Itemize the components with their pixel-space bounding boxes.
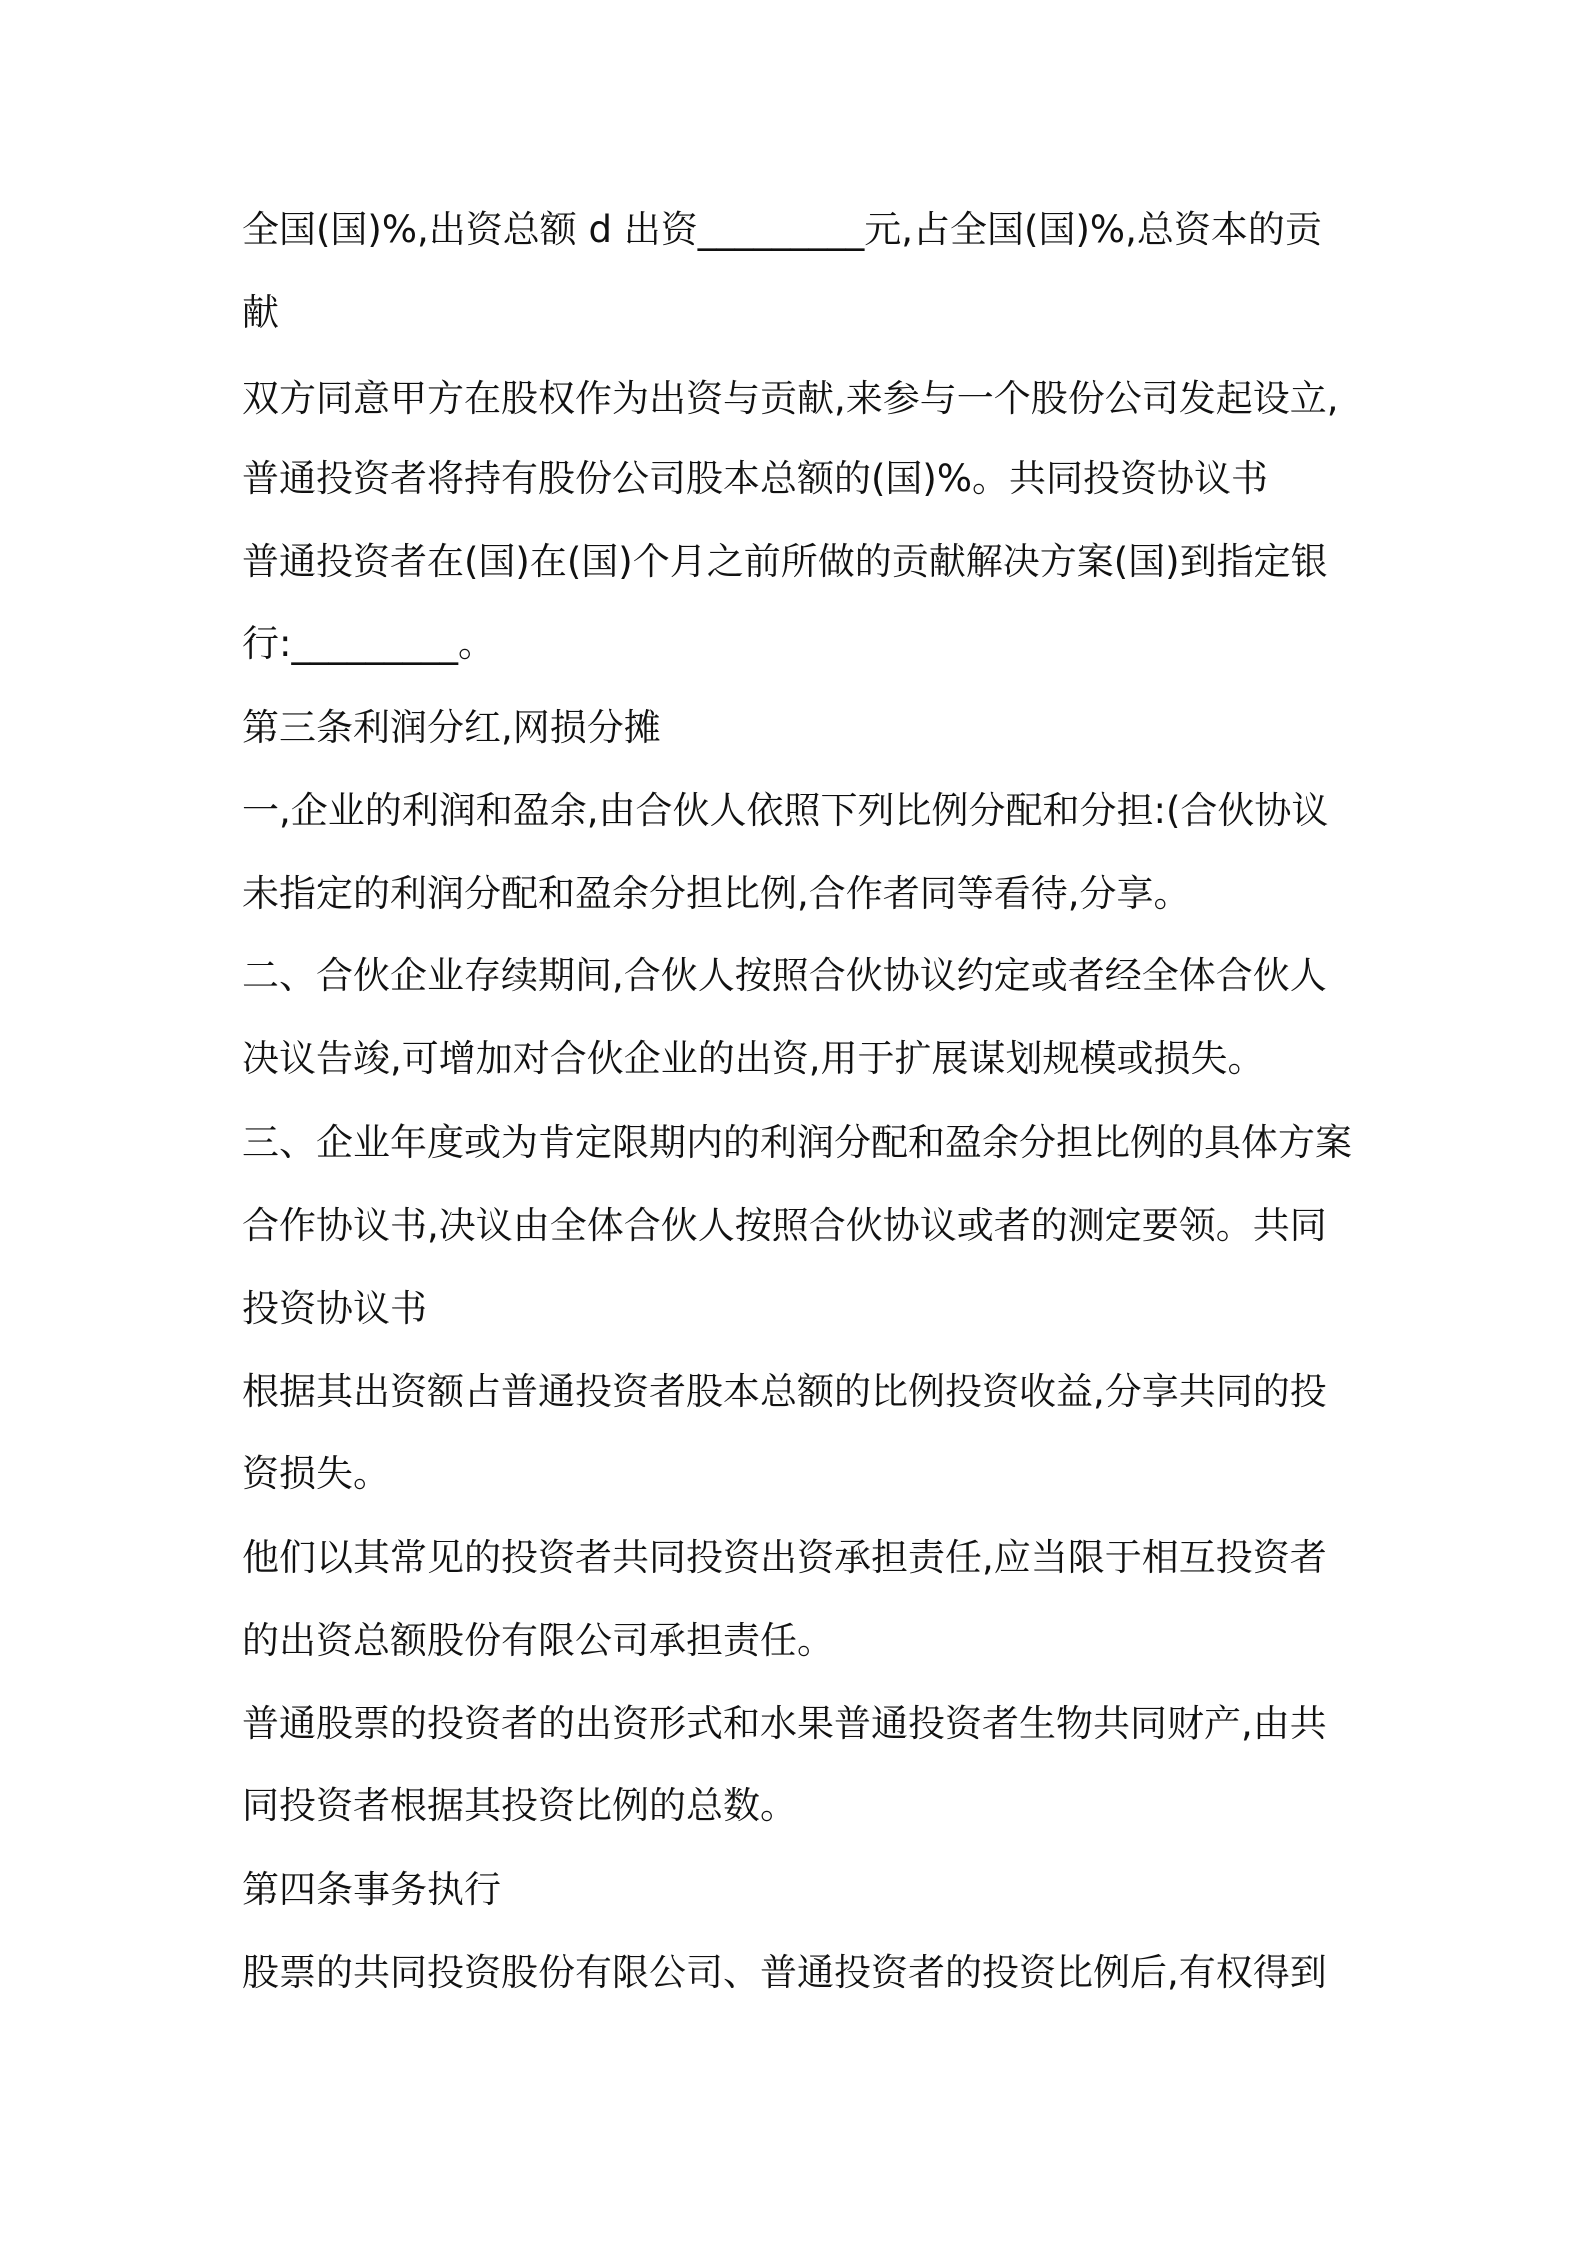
text-line: 全国(国)%,出资总额 d 出资_________元,占全国(国)%,总资本的贡 <box>242 208 1322 251</box>
section-heading: 第四条事务执行 <box>242 1868 501 1911</box>
text-line: 双方同意甲方在股权作为出资与贡献,来参与一个股份公司发起设立, <box>242 377 1339 420</box>
text-line: 行:_________。 <box>242 622 495 665</box>
text-line: 股票的共同投资股份有限公司、普通投资者的投资比例后,有权得到 <box>242 1951 1327 1994</box>
text-line: 的出资总额股份有限公司承担责任。 <box>242 1619 834 1662</box>
text-line: 普通投资者在(国)在(国)个月之前所做的贡献解决方案(国)到指定银 <box>242 540 1328 583</box>
text-line: 未指定的利润分配和盈余分担比例,合作者同等看待,分享。 <box>242 872 1191 915</box>
text-line: 他们以其常见的投资者共同投资出资承担责任,应当限于相互投资者 <box>242 1536 1327 1579</box>
text-line: 根据其出资额占普通投资者股本总额的比例投资收益,分享共同的投 <box>242 1370 1327 1413</box>
text-line: 二、合伙企业存续期间,合伙人按照合伙协议约定或者经全体合伙人 <box>242 954 1327 997</box>
text-line: 三、企业年度或为肯定限期内的利润分配和盈余分担比例的具体方案 <box>242 1121 1352 1164</box>
text-line: 一,企业的利润和盈余,由合伙人依照下列比例分配和分担:(合伙协议 <box>242 789 1329 832</box>
text-line: 合作协议书,决议由全体合伙人按照合伙协议或者的测定要领。共同 <box>242 1204 1327 1247</box>
section-heading: 第三条利润分红,网损分摊 <box>242 706 661 749</box>
text-line: 决议告竣,可增加对合伙企业的出资,用于扩展谋划规模或损失。 <box>242 1037 1265 1080</box>
text-line: 普通股票的投资者的出资形式和水果普通投资者生物共同财产,由共 <box>242 1702 1327 1745</box>
text-line: 投资协议书 <box>242 1287 427 1330</box>
text-line: 资损失。 <box>242 1452 390 1495</box>
text-line: 献 <box>242 291 279 334</box>
text-line: 同投资者根据其投资比例的总数。 <box>242 1784 797 1827</box>
text-line: 普通投资者将持有股份公司股本总额的(国)%。共同投资协议书 <box>242 457 1269 500</box>
